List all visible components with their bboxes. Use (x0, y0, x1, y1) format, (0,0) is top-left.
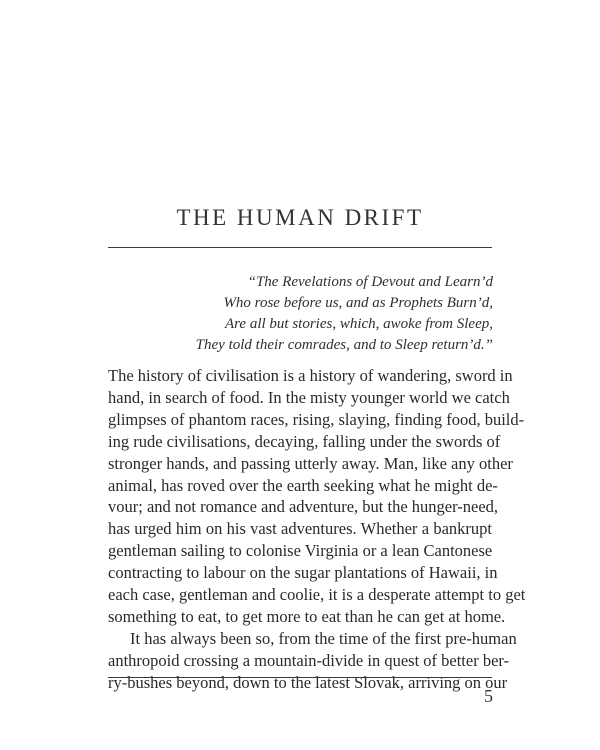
text-line: hand, in search of food. In the misty younger world we catch (108, 387, 510, 407)
text-line: stronger hands, and passing utterly away. Man, like any other (108, 453, 513, 473)
title-divider (108, 247, 492, 248)
epigraph (196, 272, 493, 356)
text-line: each case, gentleman and coolie, it is a desperate attempt to get (108, 585, 526, 605)
text-line: ing rude civilisations, decaying, falling under the swords of (108, 431, 501, 451)
text-line: vour; and not romance and adventure, but the hunger-need, (108, 497, 499, 517)
epigraph-line: Who rose before us, and as Prophets Burn’d, (223, 295, 493, 311)
epigraph-line: Are all but stories, which, awoke from Sleep, (224, 316, 493, 332)
text-line: gentleman sailing to colonise Virginia or a lean Cantonese (108, 541, 493, 561)
body-text (108, 365, 526, 694)
epigraph-line: “The Revelations of Devout and Learn’d (247, 274, 493, 290)
text-line: anthropoid crossing a mountain-divide in quest of better ber- (108, 650, 510, 670)
text-line: animal, has roved over the earth seeking what he might de- (108, 475, 498, 495)
text-line: something to eat, to get more to eat than he can get at home. (108, 606, 506, 626)
footer-divider (108, 677, 492, 678)
text-line: It has always been so, from the time of the first pre-human (130, 628, 517, 648)
text-line: ry-bushes beyond, down to the latest Slovak, arriving on our (108, 672, 508, 692)
page-number: 5 (484, 686, 493, 706)
text-line: has urged him on his vast adventures. Whether a bankrupt (108, 519, 492, 539)
chapter-title: THE HUMAN DRIFT (176, 205, 424, 230)
text-line: glimpses of phantom races, rising, slaying, finding food, build- (108, 409, 525, 429)
text-line: contracting to labour on the sugar plantations of Hawaii, in (108, 563, 498, 583)
paragraph-2 (108, 628, 517, 694)
paragraph-1 (108, 365, 526, 628)
text-line: The history of civilisation is a history of wandering, sword in (108, 366, 513, 385)
epigraph-line: They told their comrades, and to Sleep return’d.” (195, 337, 493, 353)
